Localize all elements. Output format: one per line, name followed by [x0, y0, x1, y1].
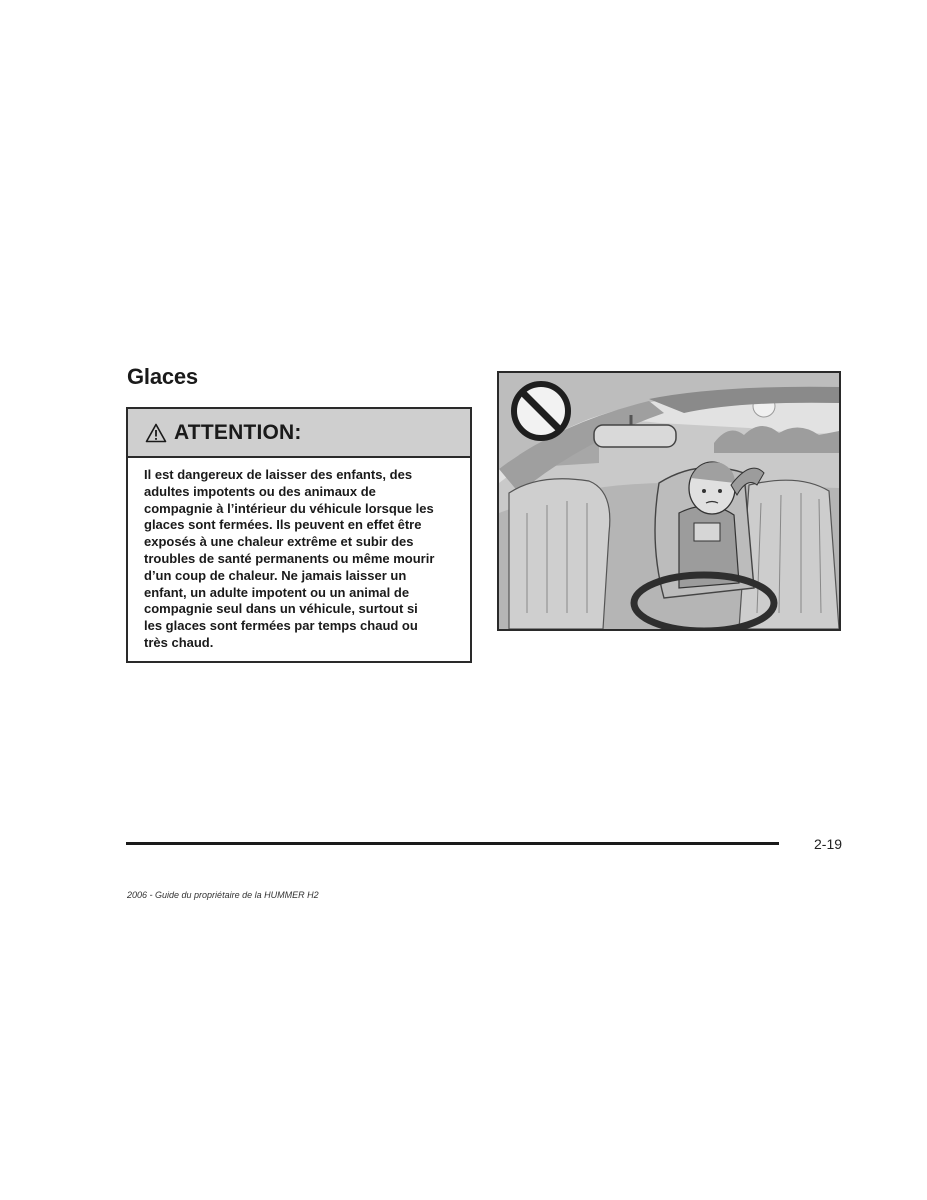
warning-box [126, 407, 472, 663]
page-number: 2-19 [814, 836, 843, 852]
warning-header [128, 409, 470, 458]
warning-body: Il est dangereux de laisser des enfants, des adultes impotents ou des animaux de compagnie à l’intérieur du véhicule lorsque les glaces sont fermées. Ils peuvent en effet être exposés à une chaleur extrême et subir des troubles de santé permanents ou même mourir d’un coup de chaleur. Ne jamais laisser un enfant, un adulte impotent ou un animal de compagnie seul dans un véhicule, surtout si les glaces sont fermées par temps chaud ou très chaud. [144, 467, 435, 650]
footer-caption: 2006 - Guide du propriétaire de la HUMMER H2 [127, 890, 319, 900]
child-in-car-illustration [497, 371, 841, 631]
section-title: Glaces [127, 364, 198, 389]
warning-triangle-icon [145, 423, 167, 443]
footer-rule [126, 842, 779, 845]
warning-heading: ATTENTION: [174, 420, 302, 444]
